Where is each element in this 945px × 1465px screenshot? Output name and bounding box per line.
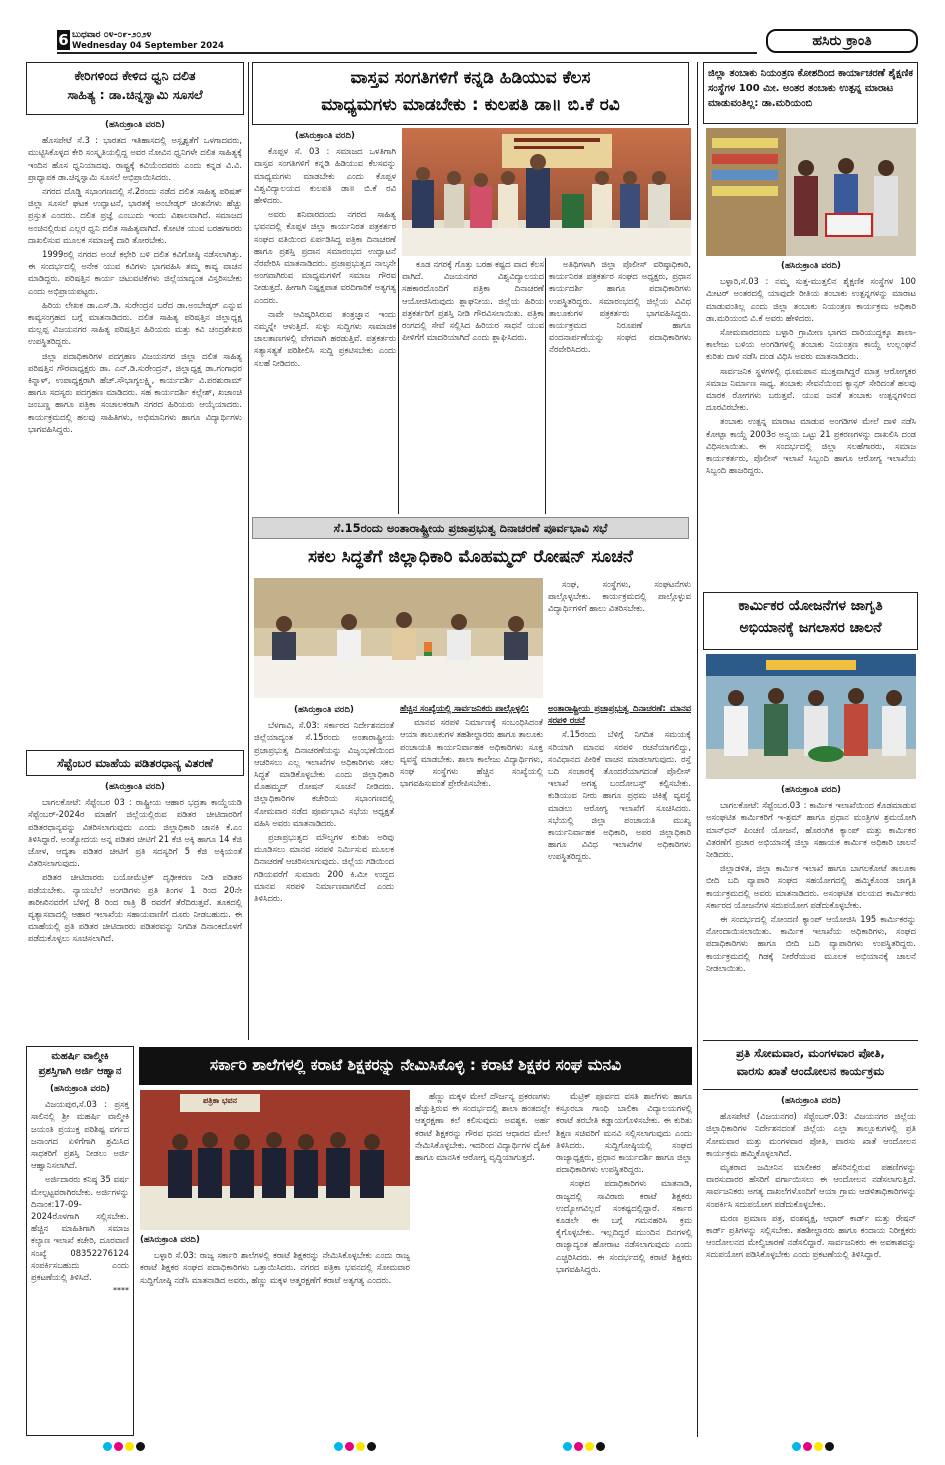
date-kannada: ಬುಧವಾರ ೦೪-೦೯-೨೦೨೪	[72, 30, 152, 40]
paragraph: ಹೊಸಪೇಟೆ ಸೆ.3 : ಭಾರತದ ಇತಿಹಾಸದಲ್ಲಿ ಅಸ್ಪೃಶ್ಯತೆಗೆ ಒಳಗಾದವರು, ಮುಟ್ಟಿಸಿಕೊಳ್ಳದ ಕೇರಿ ಸಂಸ್ಕೃತಿಯಲ್ಲಿದ್ದ ಅವರ ನೋವಿನ ಧ್ವನಿಗಳೇ ದಲಿತ ಸಾಹಿತ್ಯಕ್ಕೆ ಇಂದಿನ ಹೊಸ ಧ್ವನಿಯಾದವು. ರಾಷ್ಟ್ರಕ್ಕೆ ಕವಿಯೆಂದವರು ಎಂದು ಕನ್ನಡ ವಿ.ವಿ. ಪ್ರಾಧ್ಯಾಪಕ ಡಾ.ಚಿನ್ನಸ್ವಾಮಿ ಸೂಸಲೆ ಅಭಿಪ್ರಾಯಿಸಿದರು.	[28, 135, 242, 182]
paragraph: ಅವರು ಶನಿವಾರದಂದು ನಗರದ ಸಾಹಿತ್ಯ ಭವನದಲ್ಲಿ ಕೊಪ್ಪಳ ಜಿಲ್ಲಾ ಕಾರ್ಯನಿರತ ಪತ್ರಕರ್ತರ ಸಂಘದ ವತಿಯಿಂದ ಏರ್ಪಡಿಸಿದ್ದ ಪತ್ರಿಕಾ ದಿನಾಚರಣೆ ಹಾಗೂ ಪ್ರಶಸ್ತಿ ಪ್ರದಾನ ಸಮಾರಂಭದ ಉದ್ಘಾಟನೆ ನೆರವೇರಿಸಿ ಮಾತನಾಡಿದರು. ಪ್ರಜಾಪ್ರಭುತ್ವದ ನಾಲ್ಕನೇ ಅಂಗವಾಗಿರುವ ಮಾಧ್ಯಮಗಳಿಗೆ ಸಮಾಜ ಗೌರವ ನೀಡುತ್ತದೆ. ಹೀಗಾಗಿ ನಿಷ್ಪಕ್ಷಪಾತ ವರದಿಗಾರಿಕೆ ಅತ್ಯಗತ್ಯ ಎಂದರು.	[254, 209, 396, 305]
paragraph: ನಗರದ ದೊಡ್ಡಿ ಸಭಾಂಗಣದಲ್ಲಿ ಸೆ.2ರಂದು ನಡೆದ ದಲಿತ ಸಾಹಿತ್ಯ ಪರಿಷತ್ ಜಿಲ್ಲಾ ಸೂಸಲೆ ಘಟಕ ಉದ್ಘಾಟನೆ, ಭಾರತಕ್ಕೆ ಅಂಬೇಡ್ಕರ್ ಚಿಂತನೆಗಳು ಹೆಚ್ಚು ಪ್ರಸ್ತುತ ಎಂದರು. ದಲಿತ ಪ್ರಜ್ಞೆ ಎಂಬುದು ಇಂದು ವಿಶಾಲವಾಗಿದೆ. ಸಮಾಜದ ಅಂಚಿನಲ್ಲಿರುವ ಎಲ್ಲರ ಧ್ವನಿ ದಲಿತ ಸಾಹಿತ್ಯವಾಗಿದೆ. ಕೋಟಿಕ ಯುವ ಬರಹಗಾರರು ದಾಖಲಿಸುವ ಮೂಲಕ ಸಮಾಜಕ್ಕೆ ದಾರಿ ತೋರಬೇಕು.	[28, 186, 242, 245]
kicker-text: ಸೆ.15ರಂದು ಅಂತಾರಾಷ್ಟ್ರೀಯ ಪ್ರಜಾಪ್ರಭುತ್ವ ದಿನಾಚರಣೆ ಪೂರ್ವಭಾವಿ ಸಭೆ	[333, 521, 608, 535]
paragraph: ಕೂಡ ನಗರಕ್ಕೆ ಗೊತ್ತು ಬರಹ ಕಷ್ಟದ ವಾದ ಕೆಲಸ ವಾಗಿದೆ. ವಿಜಯನಗರ ವಿಶ್ವವಿದ್ಯಾಲಯದ ಸಹಕಾರದೊಂದಿಗೆ ಪತ್ರಿಕಾ ದಿನಾಚರಣೆ ಆಯೋಜಿಸಿರುವುದು ಶ್ಲಾಘನೀಯ. ಜಿಲ್ಲೆಯ ಹಿರಿಯ ಪತ್ರಕರ್ತರಿಗೆ ಪ್ರಶಸ್ತಿ ನೀಡಿ ಗೌರವಿಸಲಾಯಿತು. ಪತ್ರಿಕಾ ರಂಗದಲ್ಲಿ ಸೇವೆ ಸಲ್ಲಿಸಿದ ಹಿರಿಯರ ಸಾಧನೆ ಯುವ ಪೀಳಿಗೆಗೆ ಮಾದರಿಯಾಗಿದೆ ಎಂದು ಶ್ಲಾಘಿಸಿದರು.	[402, 259, 544, 343]
column-divider	[248, 62, 249, 1040]
article-title: ಪ್ರಶಸ್ತಿಗಾಗಿ ಅರ್ಜಿ ಆಹ್ವಾನ	[38, 1065, 122, 1077]
paragraph: ಪ್ರಜಾಪ್ರಭುತ್ವದ ಮೌಲ್ಯಗಳ ಕುರಿತು ಅರಿವು ಮೂಡಿಸಲು ಮಾನವ ಸರಪಳಿ ನಿರ್ಮಿಸುವ ಮೂಲಕ ದಿನಾಚರಣೆ ಆಚರಿಸಲಾಗುವುದು. ಜಿಲ್ಲೆಯ ಗಡಿಯಿಂದ ಗಡಿಯವರೆಗೆ ಸುಮಾರು 200 ಕಿ.ಮೀ ಉದ್ದದ ಮಾನವ ಸರಪಳಿ ನಿರ್ಮಾಣವಾಗಲಿದೆ ಎಂದು ತಿಳಿಸಿದರು.	[254, 832, 394, 904]
dateline: (ಹಸಿರುಕ್ರಾಂತಿ ವರದಿ)	[294, 705, 354, 715]
article-democracy-kicker	[252, 517, 689, 539]
paragraph: ಬಳ್ಳಾರಿ,ಸೆ.03 : ನಮ್ಮ ಸುತ್ತ-ಮುತ್ತಲಿನ ಶೈಕ್ಷಣಿಕ ಸಂಸ್ಥೆಗಳ 100 ಮೀಟರ್ ಅಂತರದಲ್ಲಿ ಯಾವುದೇ ರೀತಿಯ ತಂಬಾಕು ಉತ್ಪನ್ನಗಳನ್ನು ಮಾರಾಟ ಮಾಡುವಂತಿಲ್ಲ ಎಂದು ಜಿಲ್ಲಾ ತಂಬಾಕು ನಿಯಂತ್ರಣ ಕಾರ್ಯಕ್ರಮ ಅಧಿಕಾರಿ ಡಾ.ಮರಿಯಂಬಿ ವಿ.ಕೆ ಅವರು ಹೇಳಿದರು.	[706, 276, 916, 323]
article-title: ಕೇರಿಗಳಿಂದ ಕೇಳಿದ ಧ್ವನಿ ದಲಿತ	[74, 68, 196, 83]
paragraph: ಮಾನವ ಸರಪಳಿ ನಿರ್ಮಾಣಕ್ಕೆ ಸಂಬಂಧಿಸಿದಂತೆ ಆಯಾ ತಾಲೂಕುಗಳ ತಹಶೀಲ್ದಾರರು ಹಾಗೂ ತಾಲೂಕು ಪಂಚಾಯತಿ ಕಾರ್ಯನಿರ್ವಾಹಕ ಅಧಿಕಾರಿಗಳು ಸೂಕ್ತ ವ್ಯವಸ್ಥೆ ಮಾಡಬೇಕು. ಶಾಲಾ ಕಾಲೇಜು ವಿದ್ಯಾರ್ಥಿಗಳು, ಸಂಘ ಸಂಸ್ಥೆಗಳು ಹೆಚ್ಚಿನ ಸಂಖ್ಯೆಯಲ್ಲಿ ಭಾಗವಹಿಸುವಂತೆ ಪ್ರೇರೇಪಿಸಬೇಕು.	[400, 717, 543, 789]
article-title: ಮಹರ್ಷಿ ವಾಲ್ಮೀಕಿ	[51, 1051, 109, 1062]
article-media-title-box	[252, 62, 689, 125]
article-varasu-title	[703, 1040, 918, 1090]
article-tobacco-body	[706, 258, 916, 588]
photo-tobacco-raid	[706, 128, 916, 256]
article-valmiki-box	[26, 1046, 134, 1436]
article-title: ಅಭಿಯಾನಕ್ಕೆ ಜಗಲಾಸರ ಚಾಲನೆ	[739, 619, 882, 636]
article-workers-title-box	[703, 592, 918, 650]
page-number-box: 6	[58, 31, 69, 49]
paragraph: ಅರ್ಜಿದಾರರು ಕನಿಷ್ಠ 35 ವರ್ಷ ಮೇಲ್ಪಟ್ಟವರಾಗಿರಬೇಕು. ಅರ್ಜಿಗಳನ್ನು ದಿನಾಂಕ:17-09-2024ರೊಳಗಾಗಿ ಸಲ್ಲಿಸಬೇಕು. ಹೆಚ್ಚಿನ ಮಾಹಿತಿಗಾಗಿ ಸಮಾಜ ಕಲ್ಯಾಣ ಇಲಾಖೆ ಕಚೇರಿ, ದೂರವಾಣಿ ಸಂಖ್ಯೆ 08352276124 ಸಂಪರ್ಕಿಸಬಹುದು ಎಂದು ಪ್ರಕಟಣೆಯಲ್ಲಿ ತಿಳಿಸಿದೆ.	[31, 1174, 129, 1283]
article-media-body-col2	[402, 258, 544, 514]
masthead-rule	[57, 52, 757, 54]
article-dalit-sahitya-body	[28, 117, 242, 747]
subheading: ಹೆಚ್ಚಿನ ಸಂಖ್ಯೆಯಲ್ಲಿ ಸಾರ್ವಜನಿಕರು ಪಾಲ್ಗೊಳ್ಳಲಿ:	[400, 703, 529, 713]
paragraph: ಈ ಸಂದರ್ಭದಲ್ಲಿ ನೋಂದಣಿ ಕ್ಯಾಂಪ್ ಆಯೋಜಿಸಿ 195 ಕಾರ್ಮಿಕರನ್ನು ನೋಂದಾಯಿಸಲಾಯಿತು. ಕಾರ್ಮಿಕ ಇಲಾಖೆಯ ಅಧಿಕಾರಿಗಳು, ಸಂಘದ ಪದಾಧಿಕಾರಿಗಳು ಹಾಗೂ ಬೀದಿ ಬದಿ ವ್ಯಾಪಾರಿಗಳು ಉಪಸ್ಥಿತರಿದ್ದರು. ಕಾರ್ಯಕ್ರಮದಲ್ಲಿ ಗಿಡಕ್ಕೆ ನೀರೆರೆಯುವ ಮೂಲಕ ಅಭಿಯಾನಕ್ಕೆ ಚಾಲನೆ ನೀಡಲಾಯಿತು.	[706, 914, 916, 973]
article-tobacco-title-box	[703, 62, 918, 124]
article-media-body-col3	[549, 258, 691, 514]
article-democracy-body-col3	[400, 702, 543, 1042]
dateline: (ಹಸಿರುಕ್ರಾಂತಿ ವರದಿ)	[50, 1084, 110, 1094]
print-registration-marks	[334, 1442, 376, 1451]
paragraph: ವಿಜಯಪುರ,ಸೆ.03 : ಪ್ರಸಕ್ತ ಸಾಲಿನಲ್ಲಿ ಶ್ರೀ ಮಹರ್ಷಿ ವಾಲ್ಮೀಕಿ ಜಯಂತಿ ಪ್ರಯುಕ್ತ ಪರಿಶಿಷ್ಟ ವರ್ಗದ ಜನಾಂಗದ ಏಳಿಗೆಗಾಗಿ ಶ್ರಮಿಸಿದ ಸಾಧಕರಿಗೆ ಪ್ರಶಸ್ತಿ ನೀಡಲು ಅರ್ಜಿ ಆಹ್ವಾನಿಸಲಾಗಿದೆ.	[31, 1099, 129, 1171]
print-registration-marks	[103, 1442, 145, 1451]
end-marker: ****	[113, 1286, 129, 1296]
registration-dot	[792, 1442, 801, 1451]
article-workers-body	[706, 782, 916, 1034]
dateline: (ಹಸಿರುಕ್ರಾಂತಿ ವರದಿ)	[295, 131, 355, 141]
article-ration-body	[28, 779, 242, 1041]
article-title: ವಾಸ್ತವ ಸಂಗತಿಗಳಿಗೆ ಕನ್ನಡಿ ಹಿಡಿಯುವ ಕೆಲಸ	[350, 68, 591, 88]
registration-dot	[334, 1442, 343, 1451]
article-ration-title-box	[26, 750, 244, 776]
column-divider	[697, 62, 698, 1437]
article-karate-body-col1	[140, 1232, 410, 1437]
registration-dot	[585, 1442, 594, 1451]
article-title: ಕಾರ್ಮಿಕರ ಯೋಜನೆಗಳ ಜಾಗೃತಿ	[738, 598, 883, 614]
paragraph: ಪಡಿತರ ಚೀಟಿದಾರರು ಬಯೋಮೆಟ್ರಿಕ್ ದೃಢೀಕರಣ ನೀಡಿ ಪಡಿತರ ಪಡೆಯಬೇಕು. ನ್ಯಾಯಬೆಲೆ ಅಂಗಡಿಗಳು ಪ್ರತಿ ತಿಂಗಳ 1 ರಿಂದ 20ನೇ ತಾರೀಖಿನವರೆಗೆ ಬೆಳಿಗ್ಗೆ 8 ರಿಂದ ರಾತ್ರಿ 8 ರವರೆಗೆ ತೆರೆದಿರುತ್ತವೆ. ತೂಕದಲ್ಲಿ ವ್ಯತ್ಯಾಸವಾದಲ್ಲಿ ಆಹಾರ ಇಲಾಖೆಯ ಸಹಾಯವಾಣಿಗೆ ದೂರು ನೀಡಬಹುದು. ಈ ಮಾಹೆಯಲ್ಲಿ ಪ್ರತಿ ಪಡಿತರ ಚೀಟಿದಾರರು ಪಡಿತರವನ್ನು ನಿಗದಿತ ದಿನಾಂಕದೊಳಗೆ ಪಡೆದುಕೊಳ್ಳಲು ಸೂಚಿಸಲಾಗಿದೆ.	[28, 872, 242, 944]
paragraph: ಸಂಘ, ಸಂಸ್ಥೆಗಳು, ಸಂಘಟನೆಗಳು ಪಾಲ್ಗೊಳ್ಳಬೇಕು. ಕಾರ್ಯಕ್ರಮದಲ್ಲಿ ಪಾಲ್ಗೊಳ್ಳುವ ವಿದ್ಯಾರ್ಥಿಗಳಿಗೆ ಹಾಲು ವಿತರಿಸಬೇಕು.	[548, 579, 691, 614]
registration-dot	[563, 1442, 572, 1451]
print-registration-marks	[792, 1442, 834, 1451]
paragraph: ಬಳ್ಳಾರಿ ಸೆ.03: ರಾಜ್ಯ ಸರ್ಕಾರಿ ಶಾಲೆಗಳಲ್ಲಿ ಕರಾಟೆ ಶಿಕ್ಷಕರನ್ನು ನೇಮಿಸಿಕೊಳ್ಳಬೇಕು ಎಂದು ರಾಜ್ಯ ಕರಾಟೆ ಶಿಕ್ಷಕರ ಸಂಘದ ಪದಾಧಿಕಾರಿಗಳು ಒತ್ತಾಯಿಸಿದರು. ನಗರದ ಪತ್ರಿಕಾ ಭವನದಲ್ಲಿ ಸೋಮವಾರ ಸುದ್ದಿಗೋಷ್ಠಿ ನಡೆಸಿ ಮಾತನಾಡಿದ ಅವರು, ಹೆಣ್ಣು ಮಕ್ಕಳ ಆತ್ಮರಕ್ಷಣೆಗೆ ಕರಾಟೆ ಅತ್ಯಗತ್ಯ ಎಂದರು.	[140, 1250, 410, 1285]
dateline: (ಹಸಿರುಕ್ರಾಂತಿ ವರದಿ)	[105, 782, 165, 792]
registration-dot	[574, 1442, 583, 1451]
registration-dot	[596, 1442, 605, 1451]
registration-dot	[114, 1442, 123, 1451]
article-karate-title	[139, 1047, 692, 1085]
dateline: (ಹಸಿರುಕ್ರಾಂತಿ ವರದಿ)	[781, 785, 841, 795]
column-divider	[398, 258, 399, 514]
registration-dot	[825, 1442, 834, 1451]
article-democracy-title	[252, 543, 689, 575]
paragraph: ಬಾಗಲಕೋಟೆ: ಸೆಪ್ಟೆಂಬರ.03 : ಕಾರ್ಮಿಕ ಇಲಾಖೆಯಿಂದ ಕೊಡಮಾಡುವ ಅಸಂಘಟಿತ ಕಾರ್ಮಿಕರಿಗೆ ಇ-ಶ್ರಮ್ ಹಾಗೂ ಪ್ರಧಾನ ಮಂತ್ರಿಗಳ ಶ್ರಮಯೋಗಿ ಮಾನ್‌ಧನ್ ಪಿಂಚಣಿ ಯೋಜನೆ, ಹೊರಂಗಿಕ ಕ್ಯಾಂಪ್ ಮತ್ತು ಕಾರ್ಮಿಕರ ವಿತರಣೆಗೆ ಪ್ರಚಾರ ಅಭಿಯಾನಕ್ಕೆ ಜಿಲ್ಲಾ ಸಹಾಯಕ ಕಾರ್ಮಿಕ ಅಧಿಕಾರಿ ಚಾಲನೆ ನೀಡಿದರು.	[706, 800, 916, 860]
registration-dot	[803, 1442, 812, 1451]
paragraph: ಸಂಘದ ಪದಾಧಿಕಾರಿಗಳು ಮಾತನಾಡಿ, ರಾಜ್ಯದಲ್ಲಿ ಸಾವಿರಾರು ಕರಾಟೆ ಶಿಕ್ಷಕರು ಉದ್ಯೋಗವಿಲ್ಲದೆ ಸಂಕಷ್ಟದಲ್ಲಿದ್ದಾರೆ. ಸರ್ಕಾರ ಕೂಡಲೇ ಈ ಬಗ್ಗೆ ಗಮನಹರಿಸಿ ಕ್ರಮ ಕೈಗೊಳ್ಳಬೇಕು. ಇಲ್ಲದಿದ್ದರೆ ಮುಂದಿನ ದಿನಗಳಲ್ಲಿ ರಾಜ್ಯಾದ್ಯಂತ ಹೋರಾಟ ನಡೆಸಲಾಗುವುದು ಎಂದು ಎಚ್ಚರಿಸಿದರು. ಈ ಸಂದರ್ಭದಲ್ಲಿ ಕರಾಟೆ ಶಿಕ್ಷಕರು ಭಾಗವಹಿಸಿದ್ದರು.	[556, 1178, 692, 1274]
article-media-body-col1	[254, 128, 396, 514]
paper-name: ಹಸಿರು ಕ್ರಾಂತಿ	[766, 29, 918, 53]
subheading: ಅಂತಾರಾಷ್ಟ್ರೀಯ ಪ್ರಜಾಪ್ರಭುತ್ವ ದಿನಾಚರಣೆ: ಮಾನವ ಸರಪಳಿ ರಚನೆ	[548, 703, 691, 726]
article-title: ಸೆಪ್ಟೆಂಬರ ಮಾಹೆಯ ಪಡಿತರಧಾನ್ಯ ವಿತರಣೆ	[57, 756, 213, 770]
paragraph: ತಂಬಾಕು ಉತ್ಪನ್ನ ಮಾರಾಟ ಮಾಡುವ ಅಂಗಡಿಗಳ ಮೇಲೆ ದಾಳಿ ನಡೆಸಿ ಕೋಟ್ಪಾ ಕಾಯ್ದೆ 2003ರ ಅನ್ವಯ ಒಟ್ಟು 21 ಪ್ರಕರಣಗಳನ್ನು ದಾಖಲಿಸಿ ದಂಡ ವಿಧಿಸಲಾಯಿತು. ಈ ಸಂದರ್ಭದಲ್ಲಿ ಜಿಲ್ಲಾ ಸಲಹೆಗಾರರು, ಸಮಾಜ ಕಾರ್ಯಕರ್ತರು, ಪೊಲೀಸ್ ಇಲಾಖೆ ಸಿಬ್ಬಂದಿ ಹಾಗೂ ಆರೋಗ್ಯ ಇಲಾಖೆಯ ಸಿಬ್ಬಂದಿ ಹಾಜರಿದ್ದರು.	[706, 416, 916, 476]
article-title: ಸಕಲ ಸಿದ್ಧತೆಗೆ ಜಿಲ್ಲಾಧಿಕಾರಿ ಮೊಹಮ್ಮದ್ ರೋಷನ್ ಸೂಚನೆ	[307, 547, 634, 567]
article-democracy-body-col2	[254, 702, 394, 1042]
article-valmiki-body	[31, 1081, 129, 1415]
photo-media-event-image	[402, 128, 691, 256]
registration-dot	[814, 1442, 823, 1451]
date-english: Wednesday 04 September 2024	[72, 41, 224, 51]
article-title: ಸಾಹಿತ್ಯ : ಡಾ.ಚಿನ್ನಸ್ವಾಮಿ ಸೂಸಲೆ	[67, 86, 203, 102]
paragraph: ಮೃತರಾದ ಜಮೀನಿನ ಮಾಲೀಕರ ಹೆಸರಿನಲ್ಲಿರುವ ಪಹಣಿಗಳನ್ನು ವಾರಸುದಾರರ ಹೆಸರಿಗೆ ವರ್ಗಾಯಿಸಲು ಈ ಆಂದೋಲನ ನಡೆಸಲಾಗುತ್ತಿದೆ. ಸಾರ್ವಜನಿಕರು ಅಗತ್ಯ ದಾಖಲೆಗಳೊಂದಿಗೆ ಆಯಾ ಗ್ರಾಮ ಆಡಳಿತಾಧಿಕಾರಿಗಳನ್ನು ಸಂಪರ್ಕಿಸಿ ಸದುಪಯೋಗ ಪಡೆದುಕೊಳ್ಳಬೇಕು.	[706, 1162, 916, 1209]
photo-media-event	[402, 128, 691, 256]
registration-dot	[356, 1442, 365, 1451]
paragraph: ಹಿರಿಯ ಲೇಖಕ ಡಾ.ಎಸ್.ಡಿ. ಸುರೇಂದ್ರನ ಬರೆದ ಡಾ.ಅಂಬೇಡ್ಕರ್ ಎನ್ನುವ ಕಾವ್ಯಸಂಗ್ರಹದ ಬಗ್ಗೆ ಮಾತನಾಡಿದರು. ದಲಿತ ಸಾಹಿತ್ಯ ಪರಿಷತ್ತಿನ ಜಿಲ್ಲಾಧ್ಯಕ್ಷ ಮಲ್ಲಪ್ಪ ವಿಜಯನಗರ ಸಾಹಿತ್ಯ ಪರಿಷತ್ತಿನ ಹಿರಿಯರು ಮತ್ತು ಕವಿ ಚಂದ್ರಶೇಖರ ಉಪಸ್ಥಿತರಿದ್ದರು.	[28, 299, 242, 347]
photo-dc-meeting	[254, 578, 543, 698]
paragraph: ಬೆಳಗಾವಿ, ಸೆ.03: ಸರ್ಕಾರದ ನಿರ್ದೇಶನದಂತೆ ಜಿಲ್ಲೆಯಾದ್ಯಂತ ಸೆ.15ರಂದು ಅಂತಾರಾಷ್ಟ್ರೀಯ ಪ್ರಜಾಪ್ರಭುತ್ವ ದಿನಾಚರಣೆಯನ್ನು ವಿಜೃಂಭಣೆಯಿಂದ ಆಚರಿಸಲು ಎಲ್ಲ ಇಲಾಖೆಗಳ ಅಧಿಕಾರಿಗಳು ಸಕಲ ಸಿದ್ಧತೆ ಮಾಡಿಕೊಳ್ಳಬೇಕು ಎಂದು ಜಿಲ್ಲಾಧಿಕಾರಿ ಮೊಹಮ್ಮದ್ ರೋಷನ್ ಸೂಚನೆ ನೀಡಿದರು. ಜಿಲ್ಲಾಧಿಕಾರಿಗಳ ಕಚೇರಿಯ ಸಭಾಂಗಣದಲ್ಲಿ ಸೋಮವಾರ ನಡೆದ ಪೂರ್ವಭಾವಿ ಸಭೆಯ ಅಧ್ಯಕ್ಷತೆ ವಹಿಸಿ ಅವರು ಮಾತನಾಡಿದರು.	[254, 720, 394, 828]
article-title: ಸರ್ಕಾರಿ ಶಾಲೆಗಳಲ್ಲಿ ಕರಾಟೆ ಶಿಕ್ಷಕರನ್ನು ನೇಮಿಸಿಕೊಳ್ಳಿ : ಕರಾಟೆ ಶಿಕ್ಷಕರ ಸಂಘ ಮನವಿ	[209, 1056, 622, 1074]
paragraph: ಸಾರ್ವಜನಿಕ ಸ್ಥಳಗಳಲ್ಲಿ ಧೂಮಪಾನ ಮುಕ್ತವಾಗಿದ್ದರೆ ಮಾತ್ರ ಆರೋಗ್ಯಕರ ಸಮಾಜ ನಿರ್ಮಾಣ ಸಾಧ್ಯ. ತಂಬಾಕು ಸೇವನೆಯಿಂದ ಕ್ಯಾನ್ಸರ್ ಸೇರಿದಂತೆ ಹಲವು ಮಾರಕ ರೋಗಗಳು ಬರುತ್ತವೆ. ಯುವ ಜನತೆ ತಂಬಾಕು ಉತ್ಪನ್ನಗಳಿಂದ ದೂರವಿರಬೇಕು.	[706, 365, 916, 413]
paragraph: ಹೊಸಪೇಟೆ (ವಿಜಯನಗರ) ಸೆಪ್ಟೆಂಬರ್.03: ವಿಜಯನಗರ ಜಿಲ್ಲೆಯ ಜಿಲ್ಲಾಧಿಕಾರಿಗಳ ನಿರ್ದೇಶನದಂತೆ ಜಿಲ್ಲೆಯ ಎಲ್ಲಾ ತಾಲ್ಲೂಕುಗಳಲ್ಲಿ ಪ್ರತಿ ಸೋಮವಾರ ಮತ್ತು ಮಂಗಳವಾರ ಪೋತಿ, ವಾರಸು ಖಾತೆ ಆಂದೋಲನ ಕಾರ್ಯಕ್ರಮ ಹಮ್ಮಿಕೊಳ್ಳಲಾಗಿದೆ.	[706, 1111, 916, 1158]
paragraph: ಜಿಲ್ಲಾ ಪದಾಧಿಕಾರಿಗಳ ಪದಗ್ರಹಣ ವಿಜಯನಗರ ಜಿಲ್ಲಾ ದಲಿತ ಸಾಹಿತ್ಯ ಪರಿಷತ್ತಿನ ಗೌರವಾಧ್ಯಕ್ಷರು ಡಾ. ಎನ್.ಡಿ.ಸುರೇಂದ್ರನ್, ಜಿಲ್ಲಾಧ್ಯಕ್ಷ ಡಾ.ಗಂಗಾಧರ ಕಿನ್ನಾಳ್, ಉಪಾಧ್ಯಕ್ಷರಾಗಿ ಹೆಚ್.ಸೌಭಾಗ್ಯಲಕ್ಷ್ಮಿ, ಕಾರ್ಯದರ್ಶಿ ವಿ.ಪರಶುರಾಮ್ ಹಾಗೂ ಸದಸ್ಯರು ಪದಗ್ರಹಣ ಮಾಡಿದರು. ಸಹ ಕಾರ್ಯದರ್ಶಿ ಕಲ್ಲೇಶ್, ಖಜಾಂಚಿ ಜಂಬಣ್ಣ ಹಾಗೂ ಪತ್ರಿಕಾ ಸಂಚಾಲಕರಾಗಿ ನಗರದ ಹಿರಿಯರು ಆಯ್ಕೆಯಾದರು. ಕಾರ್ಯಕ್ರಮದಲ್ಲಿ ಹಲವು ಸಾಹಿತಿಗಳು, ಅಭಿಮಾನಿಗಳು ಹಾಗೂ ವಿದ್ಯಾರ್ಥಿಗಳು ಭಾಗವಹಿಸಿದ್ದರು.	[28, 350, 242, 434]
photo-dc-meeting-image	[254, 578, 543, 698]
paragraph: ಸೋಮವಾರದಂದು ಬಳ್ಳಾರಿ ಗ್ರಾಮೀಣ ಭಾಗದ ದಾರಿಯುದ್ದಕ್ಕೂ ಶಾಲಾ-ಕಾಲೇಜು ಬಳಿಯ ಅಂಗಡಿಗಳಲ್ಲಿ ತಂಬಾಕು ನಿಯಂತ್ರಣ ಕಾಯ್ದೆ ಉಲ್ಲಂಘನೆ ಕುರಿತು ದಾಳಿ ನಡೆಸಿ ದಂಡ ವಿಧಿಸಿ ಅವರು ಮಾತನಾಡಿದರು.	[706, 327, 916, 362]
article-democracy-body-col4	[548, 702, 691, 1042]
photo-workers-campaign	[706, 654, 916, 779]
photo-karate-pressmeet-image	[140, 1090, 410, 1230]
column-divider	[545, 258, 546, 514]
article-karate-body-col3	[556, 1090, 692, 1437]
photo-tobacco-raid-image	[706, 128, 916, 256]
article-title: ಪ್ರತಿ ಸೋಮವಾರ, ಮಂಗಳವಾರ ಪೋತಿ,	[736, 1046, 885, 1060]
article-karate-body-col2	[415, 1090, 550, 1437]
dateline: (ಹಸಿರುಕ್ರಾಂತಿ ವರದಿ)	[140, 1235, 200, 1245]
registration-dot	[125, 1442, 134, 1451]
paragraph: ಜಿಲ್ಲಾಡಳಿತ, ಜಿಲ್ಲಾ ಕಾರ್ಮಿಕ ಇಲಾಖೆ ಹಾಗೂ ಬಾಗಲಕೋಟೆ ತಾಲೂಕಾ ಬೀದಿ ಬದಿ ವ್ಯಾಪಾರಿ ಸಂಘದ ಸಹಯೋಗದಲ್ಲಿ ಹಮ್ಮಿಕೊಂಡ ಜಾಗೃತಿ ಕಾರ್ಯಕ್ರಮದಲ್ಲಿ ಅವರು ಮಾತನಾಡಿದರು. ಅಸಂಘಟಿತ ವಲಯದ ಕಾರ್ಮಿಕರು ಸರ್ಕಾರದ ಯೋಜನೆಗಳ ಸದುಪಯೋಗ ಪಡೆದುಕೊಳ್ಳಬೇಕು.	[706, 863, 916, 910]
paragraph: 1999ರಲ್ಲಿ ನಗರದ ಅಂಚೆ ಕಛೇರಿ ಬಳಿ ದಲಿತ ಕವಿಗೋಷ್ಠಿ ನಡೆಸಲಾಗಿತ್ತು. ಈ ಸಂದರ್ಭದಲ್ಲಿ ಅನೇಕ ಯುವ ಕವಿಗಳು ಭಾಗವಹಿಸಿ ತಮ್ಮ ಕಾವ್ಯ ವಾಚನ ಮಾಡಿದ್ದರು. ಪರಿಷತ್ತಿನ ಕಾರ್ಯ ಚಟುವಟಿಕೆಗಳು ಜಿಲ್ಲೆಯಾದ್ಯಂತ ವಿಸ್ತರಿಸಬೇಕು ಎಂದು ಅಭಿಪ್ರಾಯಪಟ್ಟರು.	[28, 249, 242, 296]
paragraph: ಕೊಪ್ಪಳ ಸೆ. 03 : ಸಮಾಜದ ಒಳತಿಗಾಗಿ ವಾಸ್ತವ ಸಂಗತಿಗಳಿಗೆ ಕನ್ನಡಿ ಹಿಡಿಯುವ ಕೆಲಸವನ್ನು ಮಾಧ್ಯಮಗಳು ಮಾಡಬೇಕು ಎಂದು ಕೊಪ್ಪಳ ವಿಶ್ವವಿದ್ಯಾಲಯದ ಕುಲಪತಿ ಡಾ॥ ಬಿ.ಕೆ ರವಿ ಹೇಳಿದರು.	[254, 146, 396, 206]
paragraph: ಮೆಟ್ರಿಕ್ ಪೂರ್ವದ ವಸತಿ ಶಾಲೆಗಳು ಹಾಗೂ ಕಸ್ತೂರಬಾ ಗಾಂಧಿ ಬಾಲಿಕಾ ವಿದ್ಯಾಲಯಗಳಲ್ಲಿ ಕರಾಟೆ ತರಬೇತಿ ಕಡ್ಡಾಯಗೊಳಿಸಬೇಕು. ಈ ಕುರಿತು ಶಿಕ್ಷಣ ಸಚಿವರಿಗೆ ಮನವಿ ಸಲ್ಲಿಸಲಾಗುವುದು ಎಂದು ತಿಳಿಸಿದರು. ಸುದ್ದಿಗೋಷ್ಠಿಯಲ್ಲಿ ಸಂಘದ ರಾಜ್ಯಾಧ್ಯಕ್ಷರು, ಪ್ರಧಾನ ಕಾರ್ಯದರ್ಶಿ ಹಾಗೂ ಜಿಲ್ಲಾ ಪದಾಧಿಕಾರಿಗಳು ಉಪಸ್ಥಿತರಿದ್ದರು.	[556, 1091, 692, 1175]
dateline: (ಹಸಿರುಕ್ರಾಂತಿ ವರದಿ)	[781, 1096, 841, 1106]
article-varasu-body	[706, 1093, 916, 1435]
print-registration-marks	[563, 1442, 605, 1451]
article-dalit-sahitya-title-box	[26, 62, 244, 115]
photo-workers-campaign-image	[706, 654, 916, 779]
paragraph: ಅತಿಥಿಗಳಾಗಿ ಜಿಲ್ಲಾ ಪೊಲೀಸ್ ವರಿಷ್ಠಾಧಿಕಾರಿ, ಕಾರ್ಯನಿರತ ಪತ್ರಕರ್ತರ ಸಂಘದ ಅಧ್ಯಕ್ಷರು, ಪ್ರಧಾನ ಕಾರ್ಯದರ್ಶಿ ಹಾಗೂ ಪದಾಧಿಕಾರಿಗಳು ಉಪಸ್ಥಿತರಿದ್ದರು. ಸಮಾರಂಭದಲ್ಲಿ ಜಿಲ್ಲೆಯ ವಿವಿಧ ತಾಲೂಕುಗಳ ಪತ್ರಕರ್ತರು ಭಾಗವಹಿಸಿದ್ದರು. ಕಾರ್ಯಕ್ರಮದ ನಿರೂಪಣೆ ಹಾಗೂ ವಂದನಾರ್ಪಣೆಯನ್ನು ಸಂಘದ ಪದಾಧಿಕಾರಿಗಳು ನೆರವೇರಿಸಿದರು.	[549, 259, 691, 355]
article-title: ಜಿಲ್ಲಾ ತಂಬಾಕು ನಿಯಂತ್ರಣ ಕೋಶದಿಂದ ಕಾರ್ಯಾಚರಣೆ ಶೈಕ್ಷಣಿಕ ಸಂಸ್ಥೆಗಳ 100 ಮೀ. ಅಂತರ ತಂಬಾಕು ಉತ್ಪನ್ನ ಮಾರಾಟ ಮಾಡುವಂತಿಲ್ಲ: ಡಾ.ಮರಿಯಂಬಿ	[708, 68, 914, 109]
registration-dot	[103, 1442, 112, 1451]
article-title: ವಾರಸು ಖಾತೆ ಆಂದೋಲನ ಕಾರ್ಯಕ್ರಮ	[736, 1064, 885, 1079]
registration-dot	[345, 1442, 354, 1451]
paragraph: ಮರಣ ಪ್ರಮಾಣ ಪತ್ರ, ವಂಶವೃಕ್ಷ, ಆಧಾರ್ ಕಾರ್ಡ್ ಮತ್ತು ರೇಷನ್ ಕಾರ್ಡ್ ಪ್ರತಿಗಳನ್ನು ಸಲ್ಲಿಸಬೇಕು. ತಹಶೀಲ್ದಾರರು ಹಾಗೂ ಕಂದಾಯ ನಿರೀಕ್ಷಕರು ಆಂದೋಲನದ ಮೇಲ್ವಿಚಾರಣೆ ನಡೆಸಲಿದ್ದಾರೆ. ಸಾರ್ವಜನಿಕರು ಈ ಅವಕಾಶವನ್ನು ಸದುಪಯೋಗ ಪಡಿಸಿಕೊಳ್ಳಬೇಕು ಎಂದು ಪ್ರಕಟಣೆಯಲ್ಲಿ ತಿಳಿಸಿದ್ದಾರೆ.	[706, 1212, 916, 1260]
paragraph: ನಾವೇ ಆವಿಷ್ಕರಿಸಿರುವ ತಂತ್ರಜ್ಞಾನ ಇಂದು ನಮ್ಮನ್ನೇ ಆಳುತ್ತಿದೆ. ಸುಳ್ಳು ಸುದ್ದಿಗಳು ಸಾಮಾಜಿಕ ಜಾಲತಾಣಗಳಲ್ಲಿ ವೇಗವಾಗಿ ಹರಡುತ್ತಿವೆ. ಪತ್ರಕರ್ತರು ಸತ್ಯಾಸತ್ಯತೆ ಪರಿಶೀಲಿಸಿ ಸುದ್ದಿ ಪ್ರಕಟಿಸಬೇಕು ಎಂದು ಸಲಹೆ ನೀಡಿದರು.	[254, 308, 396, 368]
dateline: (ಹಸಿರುಕ್ರಾಂತಿ ವರದಿ)	[781, 261, 841, 271]
article-title: ಮಾಧ್ಯಮಗಳು ಮಾಡಬೇಕು : ಕುಲಪತಿ ಡಾ॥ ಬಿ.ಕೆ ರವಿ	[321, 95, 620, 116]
registration-dot	[367, 1442, 376, 1451]
article-democracy-body-col1	[548, 578, 691, 698]
photo-karate-pressmeet	[140, 1090, 410, 1230]
paragraph: ಬಾಗಲಕೋಟೆ: ಸೆಪ್ಟೆಂಬರ 03 : ರಾಷ್ಟ್ರೀಯ ಆಹಾರ ಭದ್ರತಾ ಕಾಯ್ದೆಯಡಿ ಸೆಪ್ಟೆಂಬರ್-2024ರ ಮಾಹೆಗೆ ಜಿಲ್ಲೆಯಲ್ಲಿರುವ ಪಡಿತರ ಚೀಟಿದಾರರಿಗೆ ಪಡಿತರಧಾನ್ಯವನ್ನು ವಿತರಿಸಲಾಗುವುದು ಎಂದು ಜಿಲ್ಲಾಧಿಕಾರಿ ಜಾನಕಿ ಕೆ.ಎಂ ತಿಳಿಸಿದ್ದಾರೆ. ಅಂತ್ಯೋದಯ ಅನ್ನ ಪಡಿತರ ಚೀಟಿಗೆ 21 ಕೆಜಿ ಅಕ್ಕಿ ಹಾಗೂ 14 ಕೆಜಿ ಜೋಳ, ಆದ್ಯತಾ ಪಡಿತರ ಚೀಟಿಗೆ ಪ್ರತಿ ಸದಸ್ಯರಿಗೆ 5 ಕೆಜಿ ಅಕ್ಕಿಯಂತೆ ವಿತರಿಸಲಾಗುವುದು.	[28, 797, 242, 869]
dateline: (ಹಸಿರುಕ್ರಾಂತಿ ವರದಿ)	[105, 120, 165, 130]
photo-banner-text: ಪತ್ರಿಕಾ ಭವನ	[203, 1096, 237, 1105]
registration-dot	[136, 1442, 145, 1451]
paragraph: ಸೆ.15ರಂದು ಬೆಳಿಗ್ಗೆ ನಿಗದಿತ ಸಮಯಕ್ಕೆ ಸರಿಯಾಗಿ ಮಾನವ ಸರಪಳಿ ರಚನೆಯಾಗಲಿದ್ದು, ಸಂವಿಧಾನದ ಪೀಠಿಕೆ ವಾಚನ ಮಾಡಲಾಗುವುದು. ರಸ್ತೆ ಬದಿ ಸಂಚಾರಕ್ಕೆ ತೊಂದರೆಯಾಗದಂತೆ ಪೊಲೀಸ್ ಇಲಾಖೆ ಅಗತ್ಯ ಬಂದೋಬಸ್ತ್ ಕಲ್ಪಿಸಬೇಕು. ಕುಡಿಯುವ ನೀರು ಹಾಗೂ ಪ್ರಥಮ ಚಿಕಿತ್ಸೆ ವ್ಯವಸ್ಥೆ ಮಾಡಲು ಆರೋಗ್ಯ ಇಲಾಖೆಗೆ ಸೂಚಿಸಿದರು. ಸಭೆಯಲ್ಲಿ ಜಿಲ್ಲಾ ಪಂಚಾಯತಿ ಮುಖ್ಯ ಕಾರ್ಯನಿರ್ವಾಹಕ ಅಧಿಕಾರಿ, ಅಪರ ಜಿಲ್ಲಾಧಿಕಾರಿ ಹಾಗೂ ವಿವಿಧ ಇಲಾಖೆಗಳ ಅಧಿಕಾರಿಗಳು ಉಪಸ್ಥಿತರಿದ್ದರು.	[548, 729, 691, 862]
paragraph: ಹೆಣ್ಣು ಮಕ್ಕಳ ಮೇಲೆ ದೌರ್ಜನ್ಯ ಪ್ರಕರಣಗಳು ಹೆಚ್ಚುತ್ತಿರುವ ಈ ಸಂದರ್ಭದಲ್ಲಿ ಶಾಲಾ ಹಂತದಲ್ಲೇ ಆತ್ಮರಕ್ಷಣಾ ಕಲೆ ಕಲಿಸುವುದು ಅವಶ್ಯಕ. ಅರ್ಹ ಕರಾಟೆ ಶಿಕ್ಷಕರನ್ನು ಗೌರವ ಧನದ ಆಧಾರದ ಮೇಲೆ ನೇಮಿಸಿಕೊಳ್ಳಬೇಕು. ಇದರಿಂದ ವಿದ್ಯಾರ್ಥಿಗಳ ದೈಹಿಕ ಹಾಗೂ ಮಾನಸಿಕ ಆರೋಗ್ಯ ವೃದ್ಧಿಯಾಗುತ್ತದೆ.	[415, 1091, 550, 1163]
